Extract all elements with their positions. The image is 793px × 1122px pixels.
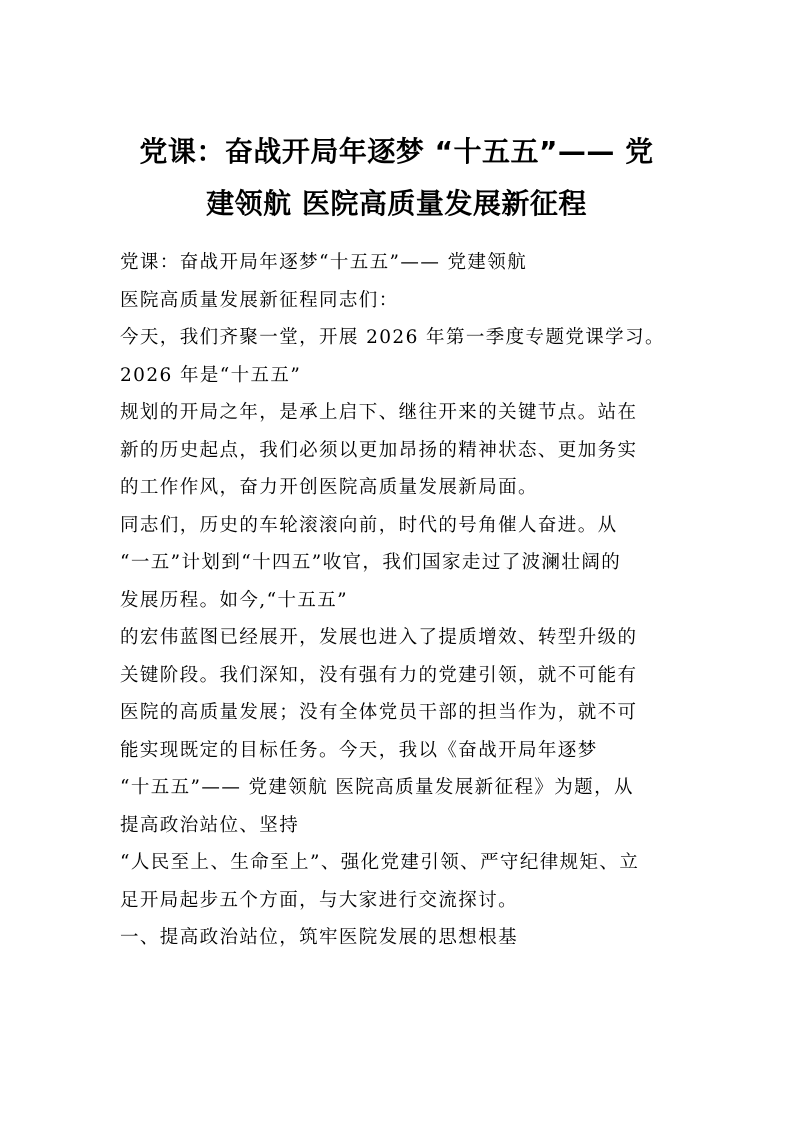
body-line: 2026 年是“十五五” [120,364,302,386]
body-line: 关键阶段。我们深知，没有强有力的党建引领，就不可能有 [120,664,638,686]
body-line: 党课：奋战开局年逐梦“十五五”—— 党建领航 [120,252,528,273]
body-line: 发展历程。如今,“十五五” [120,589,348,611]
body-line: 的工作作风，奋力开创医院高质量发展新局面。 [120,477,538,498]
body-line: 足开局起步五个方面，与大家进行交流探讨。 [120,889,519,911]
body-line: “人民至上、生命至上”、强化党建引领、严守纪律规矩、立 [120,852,640,873]
body-line: 医院高质量发展新征程同志们： [120,289,399,311]
body-line: 新的历史起点，我们必须以更加昂扬的精神状态、更加务实 [120,439,638,461]
body-line: “一五”计划到“十四五”收官，我们国家走过了波澜壮阔的 [120,552,622,573]
body-line: 今天，我们齐聚一堂，开展 2026 年第一季度专题党课学习。 [120,327,665,348]
document-body [120,244,680,957]
body-line: 的宏伟蓝图已经展开，发展也进入了提质增效、转型升级的 [120,627,638,648]
body-line: 提高政治站位、坚持 [120,814,300,836]
body-line: 医院的高质量发展；没有全体党员干部的担当作为，就不可 [120,702,638,723]
body-line: “十五五”—— 党建领航 医院高质量发展新征程》为题，从 [120,777,634,798]
body-line: 能实现既定的目标任务。今天，我以《奋战开局年逐梦 [120,739,598,761]
title-line-2: 建领航 医院高质量发展新征程 [206,187,587,220]
title-line-1: 党课：奋战开局年逐梦 “十五五”—— 党 [139,135,654,168]
body-line: 同志们，历史的车轮滚滚向前，时代的号角催人奋进。从 [120,514,618,536]
body-line: 规划的开局之年，是承上启下、继往开来的关键节点。站在 [120,402,638,423]
document-title [110,126,683,230]
section-heading: 一、提高政治站位，筑牢医院发展的思想根基 [120,927,519,948]
